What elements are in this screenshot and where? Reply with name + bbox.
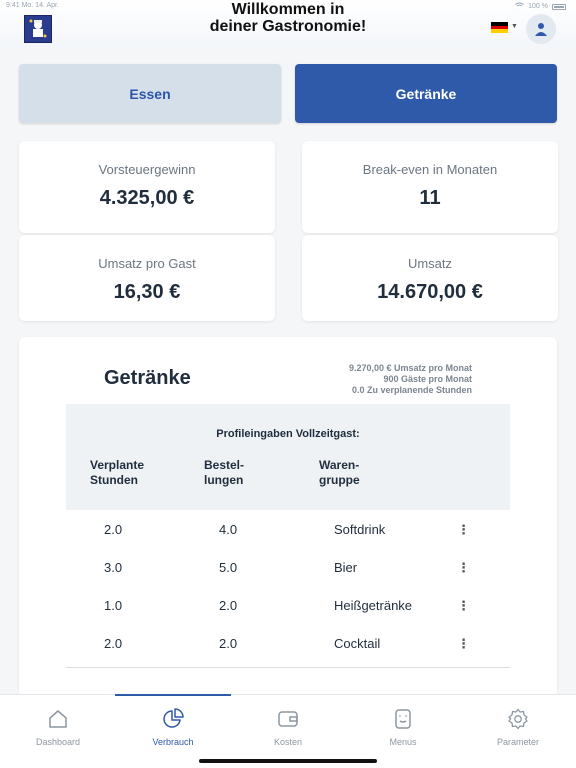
kpi-value: 11 bbox=[419, 187, 441, 209]
battery-percent: 100 % bbox=[528, 3, 548, 10]
home-icon bbox=[46, 707, 70, 731]
battery-icon bbox=[552, 4, 566, 10]
pie-chart-icon bbox=[161, 707, 185, 731]
kpi-card-pretax-profit bbox=[19, 141, 275, 233]
german-flag-icon[interactable] bbox=[491, 22, 508, 33]
cell-group: Heißgetränke bbox=[334, 598, 413, 613]
table-row[interactable] bbox=[66, 549, 510, 587]
nav-item-verbrauch[interactable] bbox=[133, 707, 213, 747]
kpi-label: Umsatz bbox=[407, 256, 453, 271]
card-summary bbox=[349, 363, 472, 396]
table-row[interactable] bbox=[66, 625, 510, 663]
table-caption: Profileingaben Vollzeitgast: bbox=[216, 428, 360, 440]
user-icon bbox=[533, 21, 549, 37]
cell-group: Cocktail bbox=[334, 636, 381, 651]
kpi-value: 16,30 € bbox=[113, 281, 181, 303]
kpi-value: 14.670,00 € bbox=[377, 281, 483, 303]
status-bar-left: 9:41 Mo. 14. Apr. bbox=[6, 2, 59, 9]
kpi-card-revenue-per-guest bbox=[19, 235, 275, 321]
kpi-value: 4.325,00 € bbox=[99, 187, 195, 209]
app-header bbox=[0, 0, 576, 48]
kpi-label: Umsatz pro Gast bbox=[98, 256, 196, 271]
wifi-icon bbox=[515, 2, 524, 11]
active-tab-indicator bbox=[115, 694, 231, 696]
cell-hours: 2.0 bbox=[104, 522, 123, 537]
cell-orders: 5.0 bbox=[219, 560, 238, 575]
column-header-hours[interactable]: Verplante Stunden bbox=[90, 458, 145, 487]
cell-orders: 4.0 bbox=[219, 522, 238, 537]
summary-hours-to-plan: 0.0 Zu verplanende Stunden bbox=[351, 385, 472, 395]
page-title bbox=[150, 0, 426, 35]
nav-label: Verbrauch bbox=[152, 737, 194, 747]
cell-hours: 3.0 bbox=[104, 560, 123, 575]
more-vertical-icon[interactable]: ⋮ bbox=[457, 522, 470, 537]
table-row[interactable] bbox=[66, 511, 510, 549]
cell-group: Softdrink bbox=[334, 522, 386, 537]
bottom-navigation bbox=[0, 694, 576, 768]
table-header bbox=[66, 404, 510, 510]
profile-button[interactable] bbox=[526, 14, 556, 44]
more-vertical-icon[interactable]: ⋮ bbox=[457, 636, 470, 651]
summary-revenue-per-month: 9.270,00 € Umsatz pro Monat bbox=[348, 363, 472, 373]
more-vertical-icon[interactable]: ⋮ bbox=[457, 598, 470, 613]
app-logo[interactable] bbox=[24, 15, 52, 43]
title-line-2: deiner Gastronomie! bbox=[209, 18, 367, 35]
kpi-label: Break-even in Monaten bbox=[362, 162, 498, 177]
title-line-1: Willkommen in bbox=[231, 1, 345, 18]
nav-label: Parameter bbox=[496, 737, 540, 747]
cell-group: Bier bbox=[334, 560, 358, 575]
cell-hours: 2.0 bbox=[104, 636, 123, 651]
status-bar-right bbox=[515, 2, 566, 11]
kpi-label: Vorsteuergewinn bbox=[98, 162, 196, 177]
cell-hours: 1.0 bbox=[104, 598, 123, 613]
nav-item-kosten[interactable] bbox=[248, 707, 328, 747]
summary-guests-per-month: 900 Gäste pro Monat bbox=[383, 374, 472, 384]
kpi-card-break-even bbox=[302, 141, 558, 233]
nav-item-menus[interactable] bbox=[363, 707, 443, 747]
column-header-group[interactable]: Waren- gruppe bbox=[319, 458, 360, 487]
drinks-tab-button[interactable]: Getränke bbox=[295, 64, 557, 123]
drinks-profile-card bbox=[19, 337, 557, 717]
nav-item-parameter[interactable] bbox=[478, 707, 558, 747]
kpi-card-revenue bbox=[302, 235, 558, 321]
column-header-orders[interactable]: Bestel- lungen bbox=[204, 458, 245, 487]
chevron-down-icon[interactable]: ▼ bbox=[511, 23, 518, 30]
nav-label: Kosten bbox=[273, 737, 303, 747]
document-icon bbox=[391, 707, 415, 731]
more-vertical-icon[interactable]: ⋮ bbox=[457, 560, 470, 575]
nav-label: Dashboard bbox=[35, 737, 81, 747]
nav-item-dashboard[interactable] bbox=[18, 707, 98, 747]
food-tab-button[interactable]: Essen bbox=[19, 64, 281, 123]
table-divider bbox=[66, 667, 510, 668]
home-indicator[interactable] bbox=[199, 759, 377, 763]
table-row[interactable] bbox=[66, 587, 510, 625]
card-title: Getränke bbox=[104, 367, 191, 389]
cell-orders: 2.0 bbox=[219, 636, 238, 651]
wallet-icon bbox=[276, 707, 300, 731]
nav-label: Menus bbox=[389, 737, 417, 747]
cell-orders: 2.0 bbox=[219, 598, 238, 613]
settings-icon bbox=[506, 707, 530, 731]
